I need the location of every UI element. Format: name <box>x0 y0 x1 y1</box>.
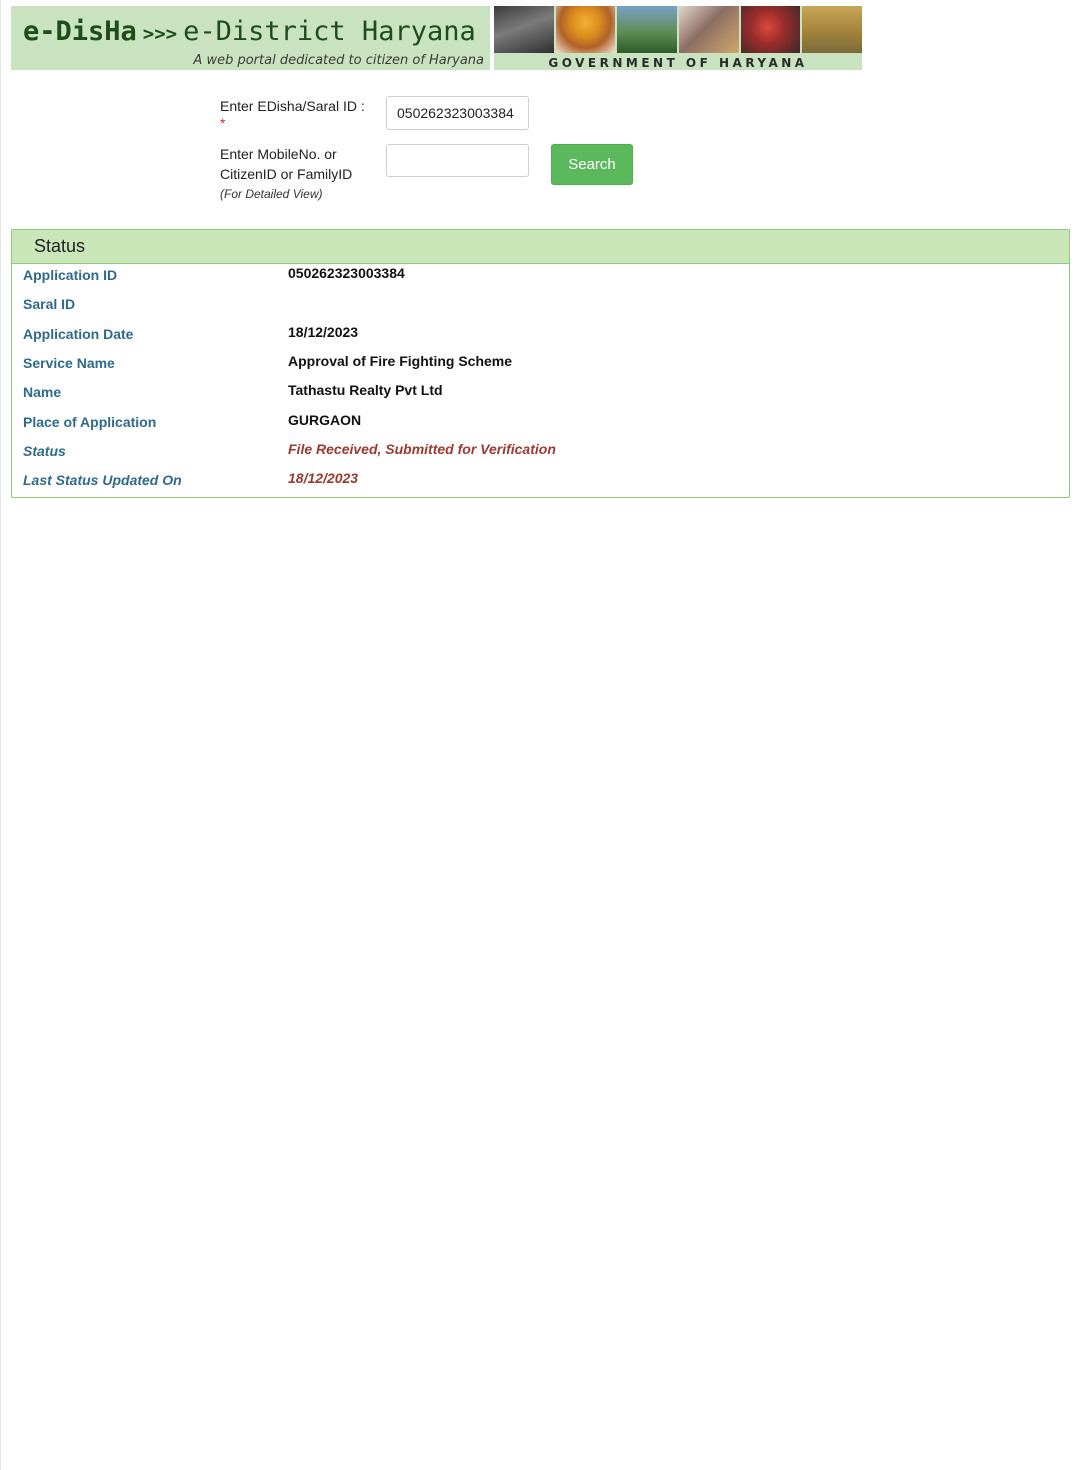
application-id-label: Application ID <box>23 267 118 283</box>
brand-tagline: A web portal dedicated to citizen of Haryana <box>193 53 484 68</box>
mobile-label-line2: CitizenID or FamilyID <box>220 166 353 182</box>
edisha-id-label <box>220 96 365 130</box>
required-mark: * <box>220 115 226 131</box>
application-date-label: Application Date <box>23 326 134 342</box>
status-label: Status <box>23 443 66 459</box>
tractor-photo <box>617 6 679 53</box>
satellite-dish-photo <box>494 6 556 53</box>
place-of-application-value: GURGAON <box>288 412 362 428</box>
edisha-id-input[interactable] <box>386 96 529 130</box>
name-value: Tathastu Realty Pvt Ltd <box>288 382 443 398</box>
row-saral-id <box>12 292 1069 321</box>
site-logo[interactable] <box>11 6 490 70</box>
place-of-application-label: Place of Application <box>23 414 157 430</box>
row-last-status-updated <box>12 468 1069 497</box>
last-status-updated-label: Last Status Updated On <box>23 472 182 488</box>
status-heading: Status <box>12 230 1069 264</box>
wheat-field-photo <box>802 6 862 53</box>
dancer-photo <box>741 6 803 53</box>
photo-strip <box>494 6 862 53</box>
header-banner <box>11 6 862 70</box>
detailed-view-hint: (For Detailed View) <box>220 187 323 201</box>
row-status <box>12 439 1069 468</box>
mobile-label-line1: Enter MobileNo. or <box>220 146 337 162</box>
brand-district: e-District Haryana <box>183 16 476 47</box>
saral-id-label: Saral ID <box>23 296 76 312</box>
government-photo-banner <box>494 6 862 70</box>
last-status-updated-value: 18/12/2023 <box>288 470 359 486</box>
brand-title <box>23 16 476 47</box>
status-panel <box>11 229 1070 498</box>
row-application-id <box>12 263 1069 292</box>
mobile-label <box>220 144 352 184</box>
application-id-value: 050262323003384 <box>288 265 405 281</box>
name-label: Name <box>23 384 62 400</box>
row-place-of-application <box>12 410 1069 439</box>
row-service-name <box>12 351 1069 380</box>
status-value: File Received, Submitted for Verification <box>288 441 556 457</box>
service-name-label: Service Name <box>23 355 115 371</box>
turban-man-photo <box>556 6 618 53</box>
mobile-citizen-family-input[interactable] <box>386 144 529 177</box>
page-edge <box>0 0 1 1470</box>
row-application-date <box>12 322 1069 351</box>
brand-edisha: e-DisHa <box>23 16 137 47</box>
row-name <box>12 380 1069 409</box>
government-label: GOVERNMENT OF HARYANA <box>548 56 808 70</box>
application-date-value: 18/12/2023 <box>288 324 359 340</box>
women-photo <box>679 6 741 53</box>
edisha-id-label-text: Enter EDisha/Saral ID : <box>220 98 365 114</box>
brand-arrows: >>> <box>142 23 178 45</box>
search-button[interactable]: Search <box>551 144 633 185</box>
service-name-value: Approval of Fire Fighting Scheme <box>288 353 513 369</box>
